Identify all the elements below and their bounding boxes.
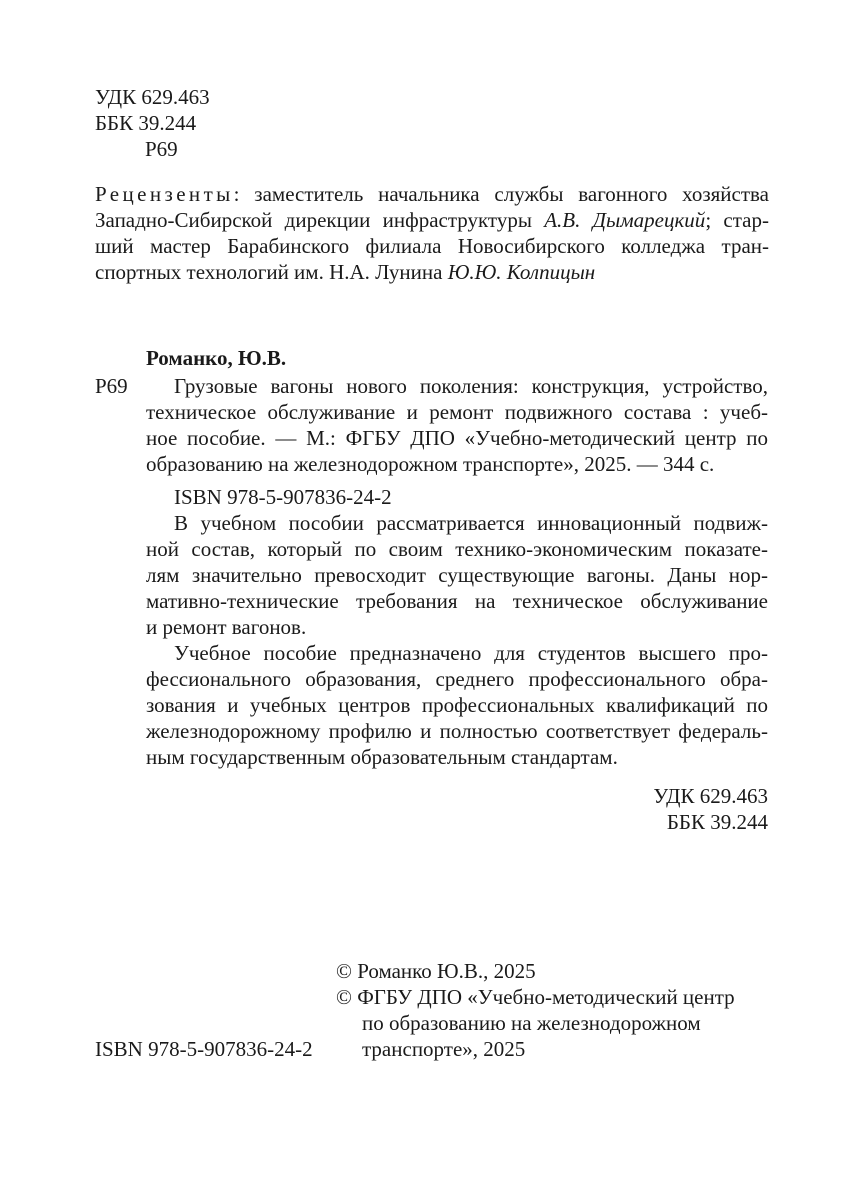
author-mark-top: Р69: [145, 137, 178, 161]
entry-author-name: Романко, Ю.В.: [146, 346, 287, 370]
reviewers-line-2-text: Западно-Сибирской дирекции инфраструктуры: [95, 208, 545, 232]
abstract-p1-line-2: ной состав, который по своим технико-экономическим показате-: [146, 537, 768, 561]
entry-author: [146, 345, 286, 371]
copyright-line-1: © Романко Ю.В., 2025: [336, 959, 536, 983]
reviewers-label: Рецензенты: [95, 182, 234, 206]
isbn-bottom: ISBN 978-5-907836-24-2: [95, 1037, 313, 1061]
abstract-p2-line-1: Учебное пособие предназначено для студентов высшего про-: [174, 641, 768, 665]
reviewers-line-4: [95, 259, 769, 285]
reviewers-line-2: [95, 207, 769, 233]
entry-line-3: ное пособие. — М.: ФГБУ ДПО «Учебно-методический центр по: [146, 426, 768, 450]
entry-line-1: Грузовые вагоны нового поколения: конструкция, устройство,: [174, 374, 768, 398]
entry-description: [146, 373, 768, 477]
abstract-p1-line-5: и ремонт вагонов.: [146, 615, 307, 639]
reviewers-line-1: [95, 181, 769, 207]
abstract-p1-line-3: лям значительно превосходит существующие вагоны. Даны нор-: [146, 563, 768, 587]
abstract-p2-line-2: фессионального образования, среднего профессионального обра-: [146, 667, 768, 691]
abstract-p2-line-5: ным государственным образовательным стандартам.: [146, 745, 618, 769]
copyright-line-3: по образованию на железнодорожном: [362, 1011, 701, 1035]
abstract-p2-line-4: железнодорожному профилю и полностью соответствует федераль-: [146, 719, 768, 743]
abstract-p1-line-1: В учебном пособии рассматривается инновационный подвиж-: [174, 511, 768, 535]
entry-mark: Р69: [95, 374, 128, 398]
udk-top: УДК 629.463: [95, 85, 210, 109]
reviewers-block: [95, 181, 769, 285]
abstract-block: [146, 510, 768, 770]
entry-line-4: образованию на железнодорожном транспорте», 2025. — 344 с.: [146, 452, 715, 476]
copyright-line-2: © ФГБУ ДПО «Учебно-методический центр: [336, 985, 735, 1009]
reviewer-name-1: А.В. Дымарецкий: [544, 208, 706, 232]
reviewers-line-4-text: спортных технологий им. Н.А. Лунина: [95, 260, 448, 284]
bbk-top: ББК 39.244: [95, 111, 197, 135]
abstract-p1-line-4: мативно-технические требования на техническое обслуживание: [146, 589, 768, 613]
entry-isbn: ISBN 978-5-907836-24-2: [174, 485, 392, 509]
reviewers-line-2-tail: ; стар-: [705, 208, 769, 232]
reviewers-line-3: ший мастер Барабинского филиала Новосибирского колледжа тран-: [95, 234, 769, 258]
bbk-bottom: ББК 39.244: [666, 810, 768, 834]
reviewer-name-2: Ю.Ю. Колпицын: [447, 260, 596, 284]
udk-bottom: УДК 629.463: [653, 784, 768, 808]
copyright-line-4: транспорте», 2025: [362, 1037, 526, 1061]
entry-line-2: техническое обслуживание и ремонт подвижного состава : учеб-: [146, 400, 768, 424]
reviewers-line-1-rest: : заместитель начальника службы вагонного хозяйства: [233, 182, 769, 206]
abstract-p2-line-3: зования и учебных центров профессиональных квалификаций по: [146, 693, 768, 717]
